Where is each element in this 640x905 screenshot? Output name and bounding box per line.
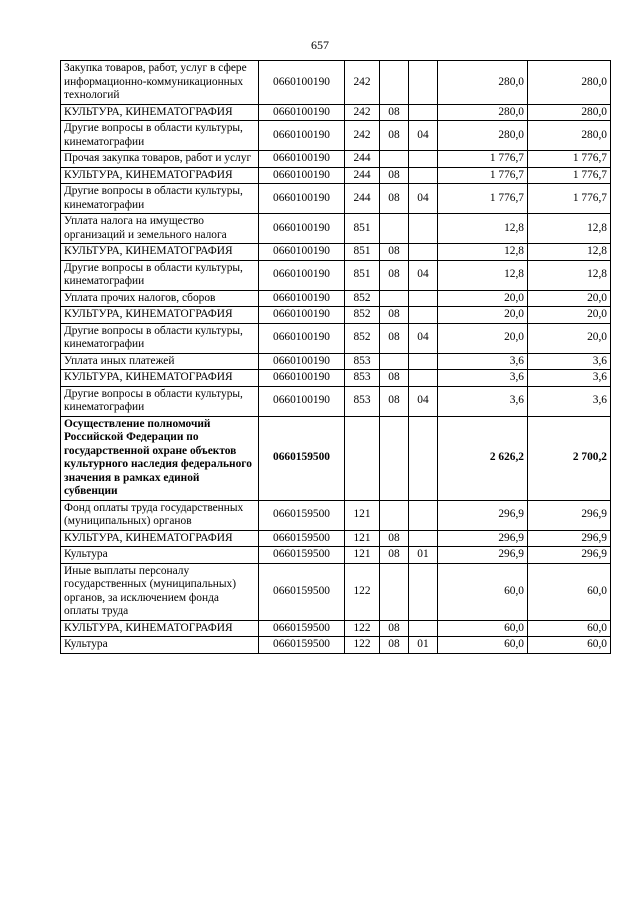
name-cell: КУЛЬТУРА, КИНЕМАТОГРАФИЯ	[61, 370, 259, 387]
subsection-cell	[409, 307, 438, 324]
table-row	[61, 500, 611, 530]
section-cell: 08	[380, 530, 409, 547]
amount-2-cell: 12,8	[528, 260, 611, 290]
table-row	[61, 104, 611, 121]
expense-type-cell: 122	[345, 620, 380, 637]
expense-type-cell: 852	[345, 323, 380, 353]
section-cell: 08	[380, 547, 409, 564]
amount-2-cell: 2 700,2	[528, 416, 611, 500]
amount-1-cell: 296,9	[438, 500, 528, 530]
expense-type-cell: 121	[345, 500, 380, 530]
expense-type-cell: 851	[345, 244, 380, 261]
amount-2-cell: 3,6	[528, 386, 611, 416]
amount-2-cell: 60,0	[528, 620, 611, 637]
amount-1-cell: 20,0	[438, 290, 528, 307]
subsection-cell	[409, 290, 438, 307]
name-cell: Другие вопросы в области культуры, кинематографии	[61, 184, 259, 214]
code-cell: 0660100190	[259, 353, 345, 370]
section-cell: 08	[380, 184, 409, 214]
page-number: 657	[311, 38, 329, 52]
code-cell: 0660100190	[259, 151, 345, 168]
table-row	[61, 307, 611, 324]
name-cell: Осуществление полномочий Российской Федерации по государственной охране объектов культурного наследия федерального значения в рамках единой субвенции	[61, 416, 259, 500]
table-row	[61, 416, 611, 500]
amount-1-cell: 3,6	[438, 386, 528, 416]
amount-2-cell: 296,9	[528, 530, 611, 547]
name-cell: Прочая закупка товаров, работ и услуг	[61, 151, 259, 168]
name-cell: Иные выплаты персоналу государственных (муниципальных) органов, за исключением фонда оплаты труда	[61, 563, 259, 620]
subsection-cell	[409, 104, 438, 121]
budget-table	[60, 60, 611, 654]
table-row	[61, 386, 611, 416]
amount-1-cell: 60,0	[438, 563, 528, 620]
expense-type-cell: 853	[345, 353, 380, 370]
name-cell: Закупка товаров, работ, услуг в сфере информационно-коммуникационных технологий	[61, 61, 259, 105]
table-row	[61, 620, 611, 637]
expense-type-cell: 853	[345, 370, 380, 387]
table-row	[61, 184, 611, 214]
section-cell	[380, 563, 409, 620]
amount-2-cell: 296,9	[528, 547, 611, 564]
amount-1-cell: 280,0	[438, 61, 528, 105]
amount-2-cell: 296,9	[528, 500, 611, 530]
expense-type-cell: 852	[345, 290, 380, 307]
subsection-cell	[409, 370, 438, 387]
section-cell: 08	[380, 121, 409, 151]
amount-2-cell: 3,6	[528, 353, 611, 370]
amount-2-cell: 280,0	[528, 104, 611, 121]
name-cell: Уплата иных платежей	[61, 353, 259, 370]
amount-1-cell: 1 776,7	[438, 167, 528, 184]
expense-type-cell: 853	[345, 386, 380, 416]
expense-type-cell: 121	[345, 530, 380, 547]
subsection-cell	[409, 620, 438, 637]
section-cell	[380, 353, 409, 370]
table-row	[61, 530, 611, 547]
subsection-cell: 04	[409, 184, 438, 214]
expense-type-cell: 852	[345, 307, 380, 324]
section-cell	[380, 500, 409, 530]
code-cell: 0660100190	[259, 104, 345, 121]
subsection-cell	[409, 151, 438, 168]
amount-1-cell: 60,0	[438, 637, 528, 654]
code-cell: 0660159500	[259, 637, 345, 654]
subsection-cell: 04	[409, 386, 438, 416]
expense-type-cell: 244	[345, 151, 380, 168]
code-cell: 0660100190	[259, 370, 345, 387]
name-cell: Уплата налога на имущество организаций и земельного налога	[61, 214, 259, 244]
table-row	[61, 370, 611, 387]
table-row	[61, 244, 611, 261]
amount-1-cell: 296,9	[438, 530, 528, 547]
subsection-cell	[409, 214, 438, 244]
amount-1-cell: 20,0	[438, 307, 528, 324]
amount-1-cell: 280,0	[438, 121, 528, 151]
amount-1-cell: 20,0	[438, 323, 528, 353]
section-cell: 08	[380, 620, 409, 637]
code-cell: 0660100190	[259, 244, 345, 261]
table-row	[61, 353, 611, 370]
amount-1-cell: 12,8	[438, 244, 528, 261]
table-row	[61, 563, 611, 620]
name-cell: Фонд оплаты труда государственных (муниципальных) органов	[61, 500, 259, 530]
amount-1-cell: 296,9	[438, 547, 528, 564]
section-cell	[380, 290, 409, 307]
table-row	[61, 323, 611, 353]
section-cell: 08	[380, 167, 409, 184]
subsection-cell	[409, 500, 438, 530]
subsection-cell: 01	[409, 547, 438, 564]
amount-2-cell: 280,0	[528, 61, 611, 105]
amount-1-cell: 12,8	[438, 260, 528, 290]
name-cell: КУЛЬТУРА, КИНЕМАТОГРАФИЯ	[61, 167, 259, 184]
amount-2-cell: 12,8	[528, 214, 611, 244]
amount-2-cell: 3,6	[528, 370, 611, 387]
section-cell: 08	[380, 244, 409, 261]
subsection-cell	[409, 416, 438, 500]
table-row	[61, 260, 611, 290]
amount-1-cell: 3,6	[438, 353, 528, 370]
code-cell: 0660159500	[259, 500, 345, 530]
amount-1-cell: 1 776,7	[438, 151, 528, 168]
code-cell: 0660159500	[259, 620, 345, 637]
expense-type-cell: 121	[345, 547, 380, 564]
section-cell: 08	[380, 104, 409, 121]
code-cell: 0660100190	[259, 184, 345, 214]
table-row	[61, 547, 611, 564]
subsection-cell: 04	[409, 323, 438, 353]
amount-1-cell: 1 776,7	[438, 184, 528, 214]
name-cell: КУЛЬТУРА, КИНЕМАТОГРАФИЯ	[61, 530, 259, 547]
code-cell: 0660159500	[259, 563, 345, 620]
section-cell: 08	[380, 386, 409, 416]
expense-type-cell: 242	[345, 121, 380, 151]
code-cell: 0660100190	[259, 386, 345, 416]
name-cell: КУЛЬТУРА, КИНЕМАТОГРАФИЯ	[61, 104, 259, 121]
subsection-cell: 04	[409, 121, 438, 151]
expense-type-cell: 122	[345, 637, 380, 654]
table-row	[61, 151, 611, 168]
subsection-cell: 04	[409, 260, 438, 290]
expense-type-cell: 851	[345, 214, 380, 244]
subsection-cell	[409, 353, 438, 370]
code-cell: 0660159500	[259, 416, 345, 500]
code-cell: 0660100190	[259, 323, 345, 353]
code-cell: 0660100190	[259, 121, 345, 151]
code-cell: 0660159500	[259, 547, 345, 564]
name-cell: КУЛЬТУРА, КИНЕМАТОГРАФИЯ	[61, 620, 259, 637]
table-row	[61, 121, 611, 151]
amount-1-cell: 3,6	[438, 370, 528, 387]
expense-type-cell: 244	[345, 184, 380, 214]
amount-1-cell: 280,0	[438, 104, 528, 121]
code-cell: 0660100190	[259, 307, 345, 324]
name-cell: Культура	[61, 637, 259, 654]
section-cell: 08	[380, 323, 409, 353]
code-cell: 0660100190	[259, 260, 345, 290]
amount-2-cell: 1 776,7	[528, 151, 611, 168]
subsection-cell: 01	[409, 637, 438, 654]
name-cell: Другие вопросы в области культуры, кинематографии	[61, 386, 259, 416]
subsection-cell	[409, 530, 438, 547]
amount-1-cell: 2 626,2	[438, 416, 528, 500]
table-body	[61, 61, 611, 654]
amount-2-cell: 1 776,7	[528, 184, 611, 214]
subsection-cell	[409, 244, 438, 261]
code-cell: 0660100190	[259, 167, 345, 184]
amount-2-cell: 20,0	[528, 290, 611, 307]
expense-type-cell: 242	[345, 104, 380, 121]
code-cell: 0660100190	[259, 61, 345, 105]
name-cell: Другие вопросы в области культуры, кинематографии	[61, 323, 259, 353]
section-cell: 08	[380, 260, 409, 290]
table-row	[61, 290, 611, 307]
name-cell: КУЛЬТУРА, КИНЕМАТОГРАФИЯ	[61, 307, 259, 324]
name-cell: Другие вопросы в области культуры, кинематографии	[61, 260, 259, 290]
name-cell: Другие вопросы в области культуры, кинематографии	[61, 121, 259, 151]
table-row	[61, 214, 611, 244]
table-row	[61, 167, 611, 184]
amount-2-cell: 20,0	[528, 307, 611, 324]
amount-1-cell: 60,0	[438, 620, 528, 637]
section-cell	[380, 151, 409, 168]
subsection-cell	[409, 167, 438, 184]
section-cell: 08	[380, 637, 409, 654]
section-cell	[380, 61, 409, 105]
section-cell	[380, 416, 409, 500]
section-cell: 08	[380, 370, 409, 387]
expense-type-cell: 242	[345, 61, 380, 105]
section-cell	[380, 214, 409, 244]
expense-type-cell: 122	[345, 563, 380, 620]
code-cell: 0660159500	[259, 530, 345, 547]
code-cell: 0660100190	[259, 290, 345, 307]
name-cell: Уплата прочих налогов, сборов	[61, 290, 259, 307]
name-cell: Культура	[61, 547, 259, 564]
subsection-cell	[409, 563, 438, 620]
table-row	[61, 637, 611, 654]
amount-2-cell: 20,0	[528, 323, 611, 353]
subsection-cell	[409, 61, 438, 105]
amount-2-cell: 60,0	[528, 563, 611, 620]
name-cell: КУЛЬТУРА, КИНЕМАТОГРАФИЯ	[61, 244, 259, 261]
expense-type-cell: 851	[345, 260, 380, 290]
table-row	[61, 61, 611, 105]
expense-type-cell: 244	[345, 167, 380, 184]
amount-2-cell: 60,0	[528, 637, 611, 654]
expense-type-cell	[345, 416, 380, 500]
amount-2-cell: 280,0	[528, 121, 611, 151]
code-cell: 0660100190	[259, 214, 345, 244]
amount-1-cell: 12,8	[438, 214, 528, 244]
amount-2-cell: 1 776,7	[528, 167, 611, 184]
amount-2-cell: 12,8	[528, 244, 611, 261]
section-cell: 08	[380, 307, 409, 324]
